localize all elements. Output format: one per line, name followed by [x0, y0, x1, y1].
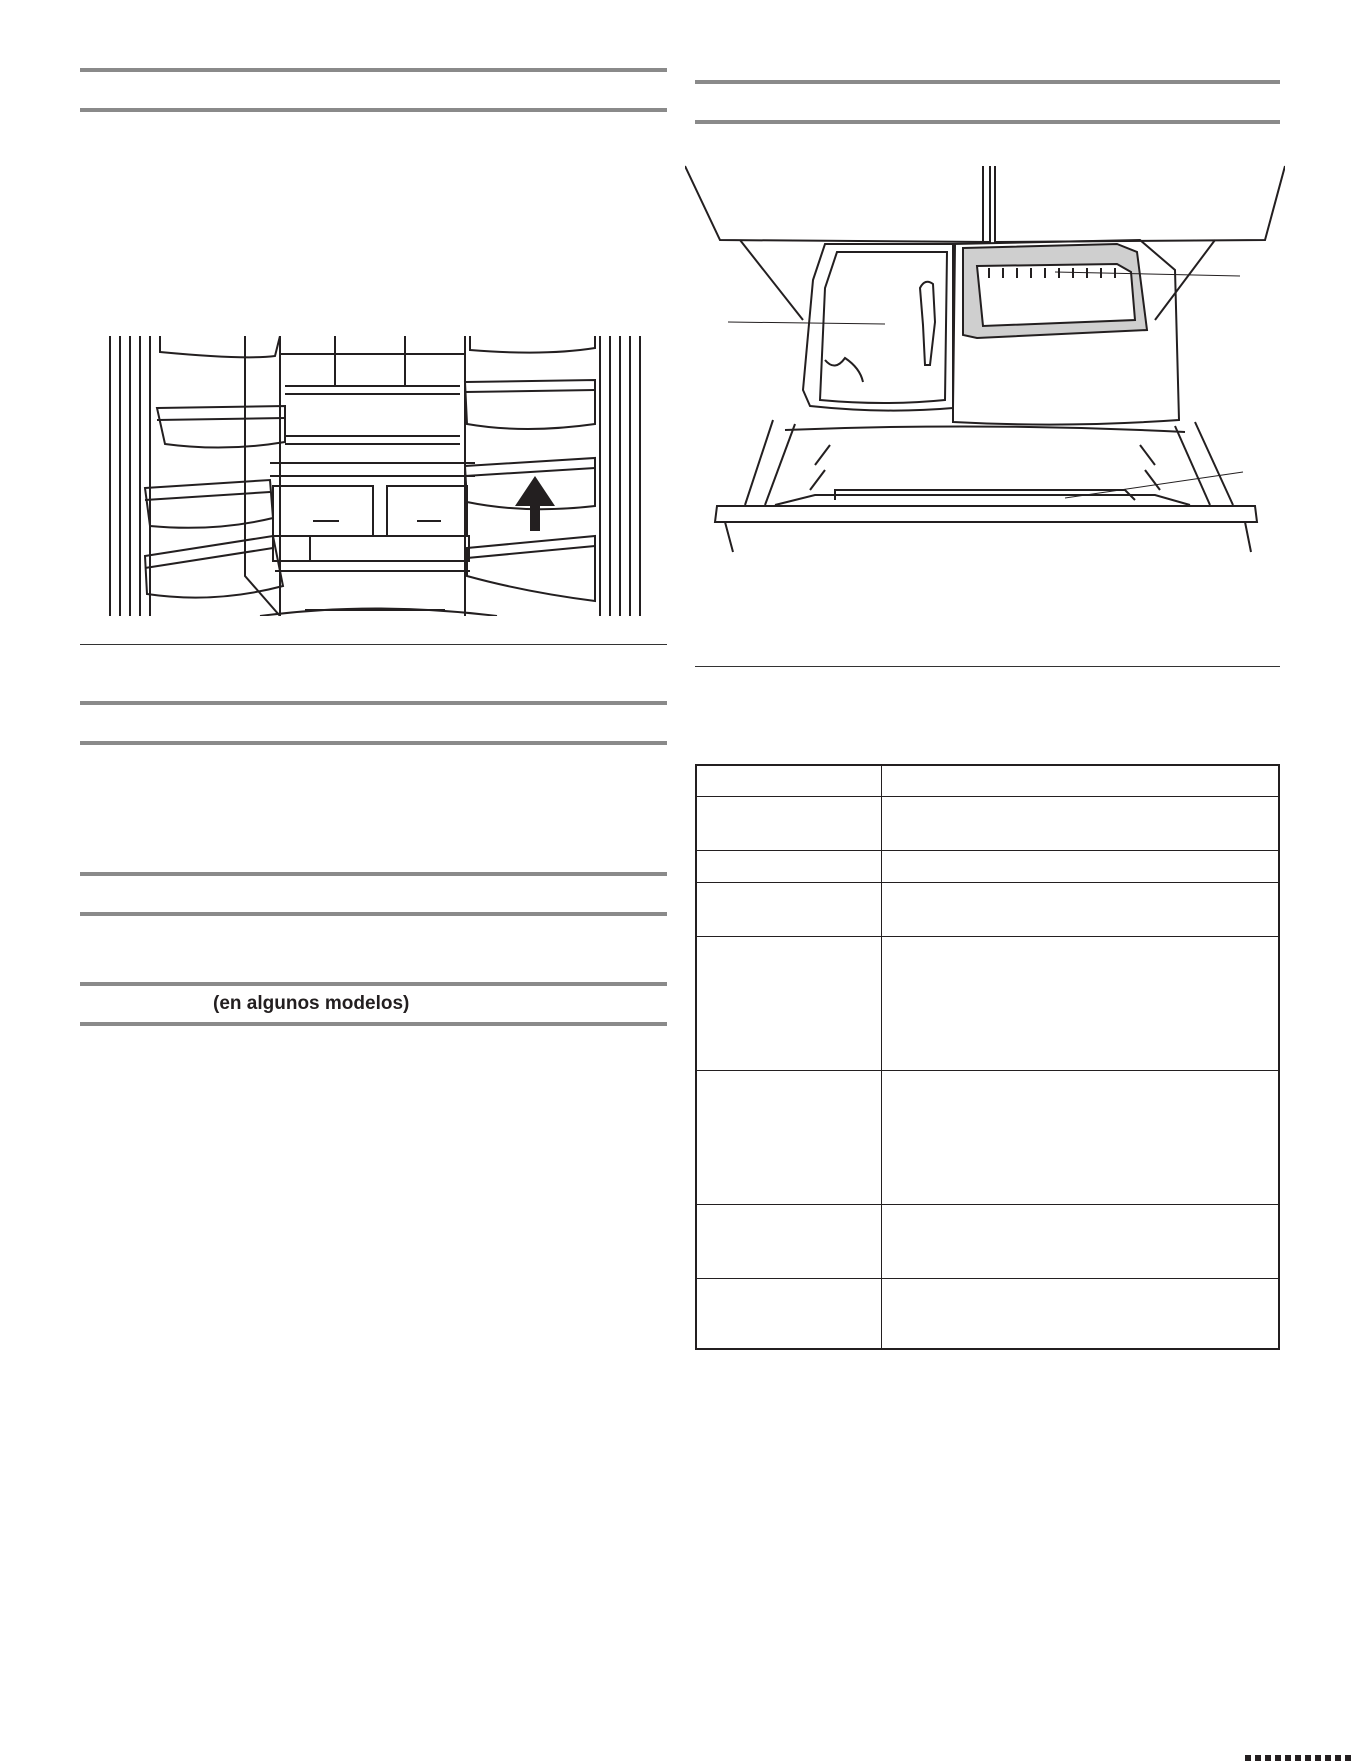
table-cell [882, 1279, 1280, 1349]
table-header-cell [696, 765, 882, 797]
section-4-top-rule [80, 982, 667, 986]
page-edge-mark [1245, 1755, 1355, 1761]
table-cell [882, 883, 1280, 937]
table-cell [882, 1071, 1280, 1205]
table-row [696, 851, 1279, 883]
table-cell [882, 797, 1280, 851]
table-cell [696, 1205, 882, 1279]
table-header-row [696, 765, 1279, 797]
table-cell [696, 1071, 882, 1205]
table-row [696, 1279, 1279, 1349]
table-cell [882, 937, 1280, 1071]
up-arrow-icon [515, 476, 555, 531]
freezer-drawer-illustration [685, 160, 1285, 560]
table-cell [696, 797, 882, 851]
refrigerator-door-bins-illustration [105, 336, 645, 616]
table-row [696, 937, 1279, 1071]
table-row [696, 1071, 1279, 1205]
table-cell [696, 1279, 882, 1349]
table-row [696, 883, 1279, 937]
table-header-cell [882, 765, 1280, 797]
table-cell [696, 851, 882, 883]
section-heading-models-note: (en algunos modelos) [213, 993, 410, 1014]
section-3-top-rule [80, 872, 667, 876]
table-cell [882, 1205, 1280, 1279]
table-cell [696, 937, 882, 1071]
section-1-top-rule [80, 68, 667, 72]
table-cell [882, 851, 1280, 883]
right-section-1-bottom-rule [695, 120, 1280, 124]
section-1-bottom-rule [80, 108, 667, 112]
section-4-bottom-rule [80, 1022, 667, 1026]
section-3-bottom-rule [80, 912, 667, 916]
right-section-1-top-rule [695, 80, 1280, 84]
right-section-1-end-rule [695, 666, 1280, 667]
table-row [696, 797, 1279, 851]
section-2-bottom-rule [80, 741, 667, 745]
table-row [696, 1205, 1279, 1279]
specification-table [695, 764, 1280, 1350]
section-2-top-rule [80, 701, 667, 705]
table-cell [696, 883, 882, 937]
section-1-end-rule [80, 644, 667, 645]
